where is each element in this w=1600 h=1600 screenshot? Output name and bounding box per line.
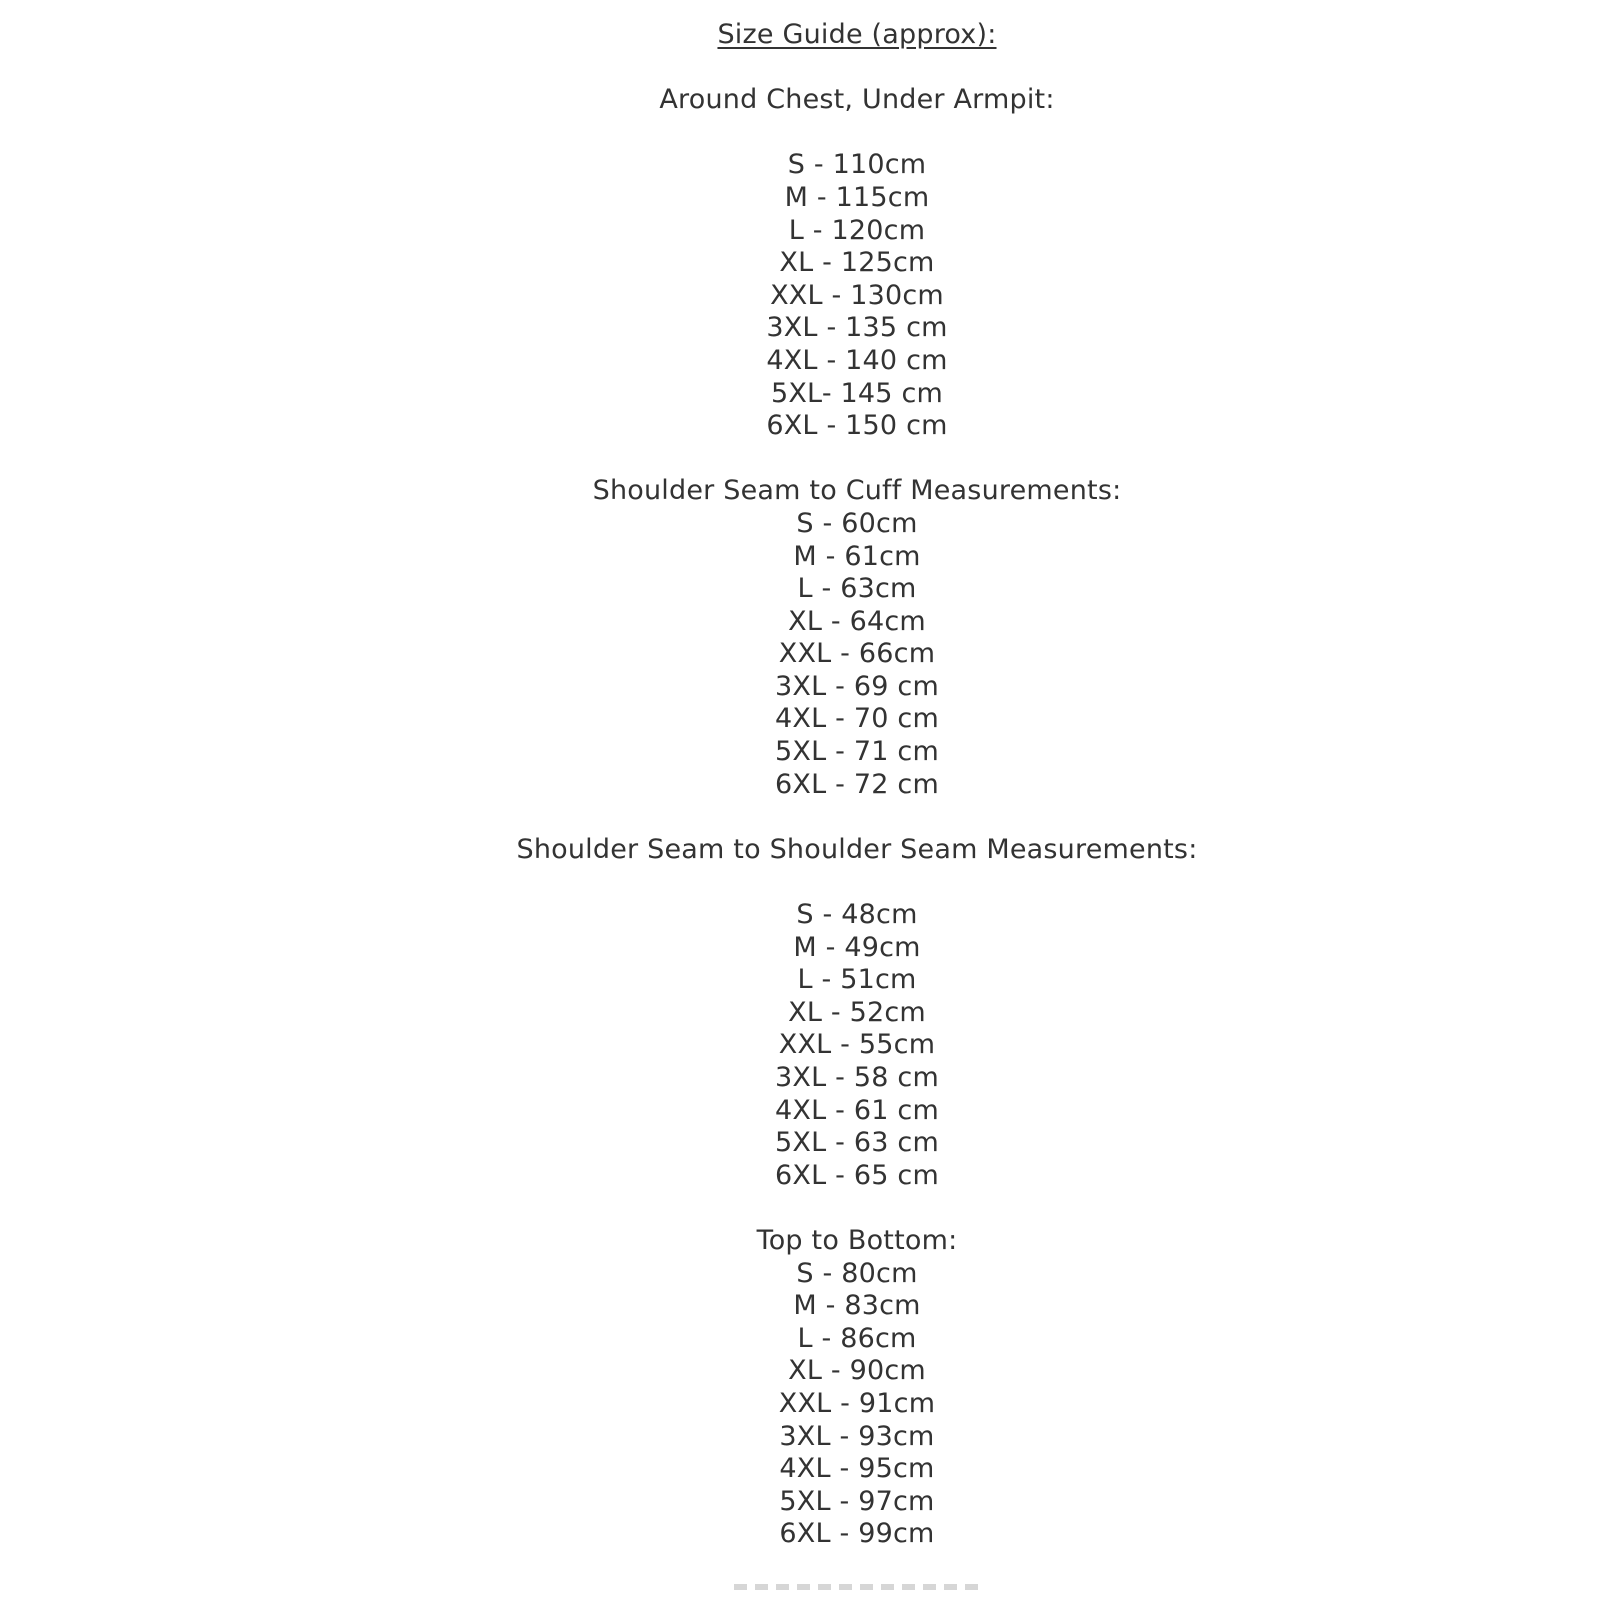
size-row: XL - 90cm (788, 1355, 926, 1387)
size-row: 5XL - 97cm (779, 1485, 935, 1517)
spacer (114, 1192, 1600, 1225)
size-row: XXL - 91cm (778, 1387, 936, 1419)
size-row: XL - 52cm (788, 996, 926, 1028)
size-row: 3XL - 135 cm (766, 312, 948, 344)
size-row: 3XL - 69 cm (775, 670, 939, 702)
size-row: 6XL - 150 cm (766, 410, 948, 442)
section-heading-length: Top to Bottom: (756, 1224, 958, 1256)
section-heading-chest: Around Chest, Under Armpit: (659, 84, 1055, 116)
size-row: L - 51cm (797, 964, 917, 996)
spacer (114, 52, 1600, 85)
size-row: 5XL - 71 cm (775, 736, 939, 768)
size-row: S - 48cm (796, 899, 918, 931)
size-row: XXL - 130cm (770, 279, 944, 311)
size-row: S - 80cm (796, 1257, 918, 1289)
size-row: M - 49cm (793, 931, 921, 963)
size-row: M - 83cm (793, 1290, 921, 1322)
size-row: L - 86cm (797, 1322, 917, 1354)
size-row: S - 110cm (787, 149, 927, 181)
size-row: L - 120cm (788, 214, 926, 246)
spacer (114, 866, 1600, 899)
size-row: S - 60cm (796, 507, 918, 539)
size-row: 6XL - 65 cm (775, 1159, 939, 1191)
size-row: 4XL - 70 cm (775, 703, 939, 735)
size-row: M - 115cm (784, 181, 930, 213)
size-row: 6XL - 99cm (779, 1518, 935, 1550)
spacer (114, 443, 1600, 476)
size-row: 3XL - 93cm (779, 1420, 935, 1452)
size-row: XXL - 55cm (778, 1029, 936, 1061)
cutoff-next-line-fragment (734, 1584, 980, 1590)
size-row: XL - 125cm (779, 247, 935, 279)
spacer (114, 1551, 1600, 1584)
size-row: 6XL - 72 cm (775, 768, 939, 800)
spacer (114, 117, 1600, 150)
section-heading-cuff: Shoulder Seam to Cuff Measurements: (592, 475, 1122, 507)
size-row: 3XL - 58 cm (775, 1062, 939, 1093)
size-row: 5XL - 63 cm (775, 1127, 939, 1159)
size-row: 4XL - 140 cm (766, 344, 948, 376)
size-row: 5XL- 145 cm (770, 377, 944, 409)
size-row: 4XL - 61 cm (775, 1094, 939, 1126)
page-title: Size Guide (approx): (717, 19, 997, 50)
size-row: 4XL - 95cm (779, 1453, 935, 1485)
spacer (114, 801, 1600, 834)
size-row: M - 61cm (793, 540, 921, 572)
size-row: L - 63cm (797, 573, 917, 605)
size-row: XL - 64cm (788, 605, 926, 637)
size-row: XXL - 66cm (778, 638, 936, 670)
section-heading-shoulder: Shoulder Seam to Shoulder Seam Measurements: (516, 833, 1198, 865)
